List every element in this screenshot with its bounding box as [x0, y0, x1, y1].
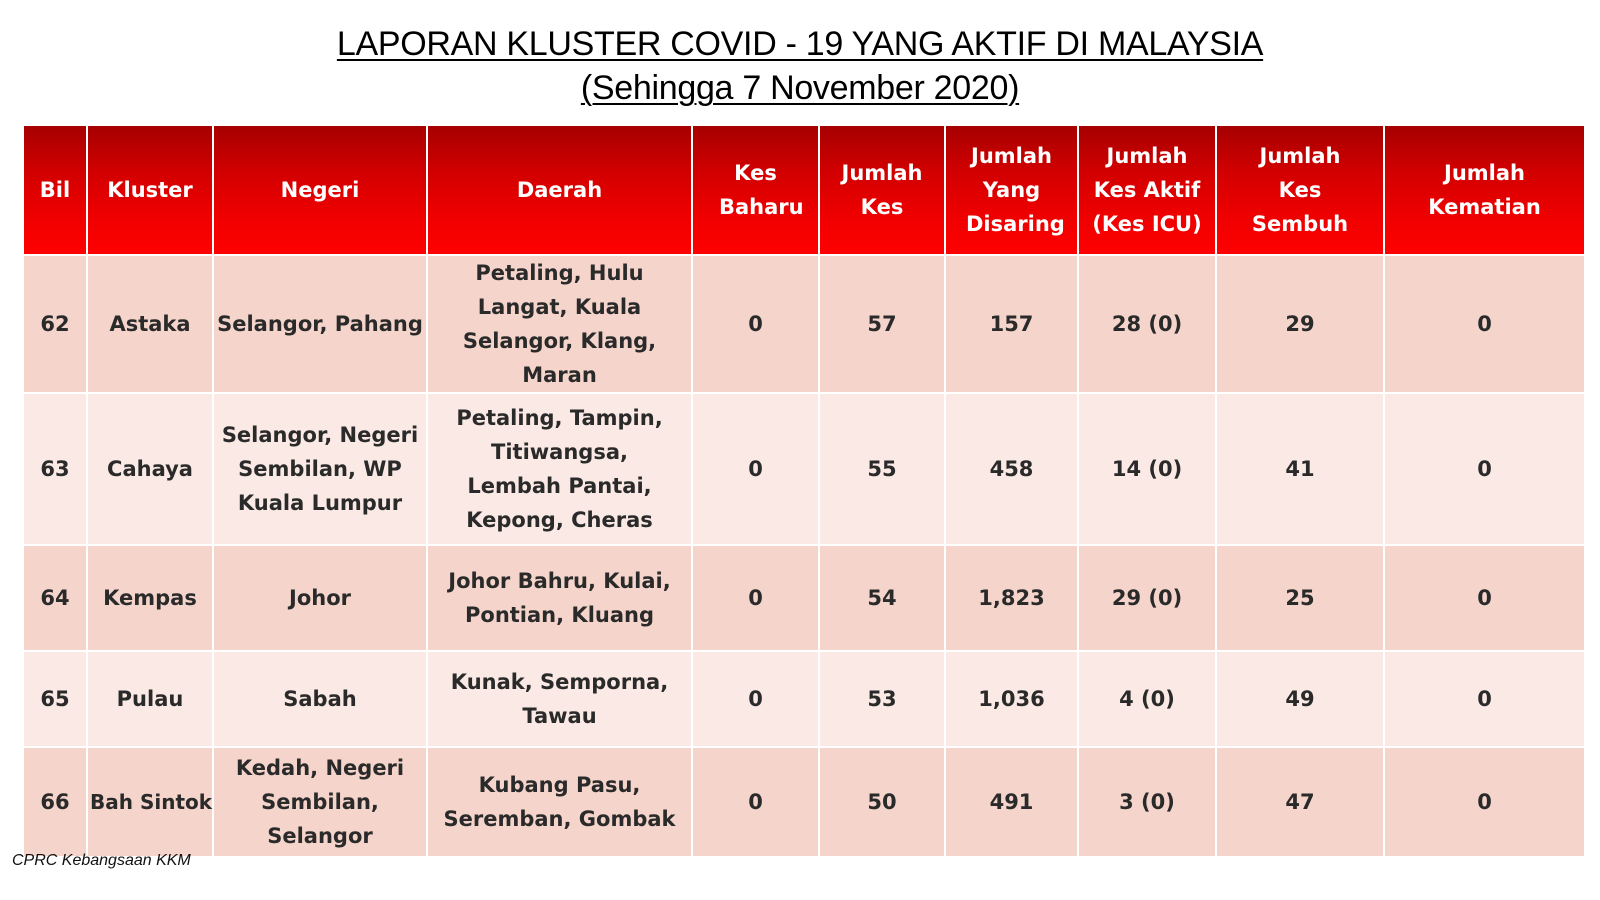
cell-kes-sembuh: 47 — [1216, 747, 1384, 857]
title-block — [0, 22, 1600, 110]
cell-jumlah-disaring: 157 — [945, 255, 1078, 393]
cell-bil: 65 — [23, 651, 87, 747]
cell-jumlah-kes: 55 — [819, 393, 945, 545]
cell-kes-aktif: 28 (0) — [1078, 255, 1216, 393]
cell-bil: 66 — [23, 747, 87, 857]
cell-kes-baharu: 0 — [692, 651, 819, 747]
header-kes-aktif: Jumlah Kes Aktif (Kes ICU) — [1078, 125, 1216, 255]
cell-jumlah-disaring: 1,823 — [945, 545, 1078, 651]
header-jumlah-disaring: Jumlah Yang Disaring — [945, 125, 1078, 255]
cell-daerah: Kubang Pasu, Seremban, Gombak — [427, 747, 692, 857]
cell-kes-baharu: 0 — [692, 393, 819, 545]
cell-jumlah-disaring: 491 — [945, 747, 1078, 857]
cell-jumlah-kes: 54 — [819, 545, 945, 651]
cell-daerah: Petaling, Hulu Langat, Kuala Selangor, Klang, Maran — [427, 255, 692, 393]
cell-daerah: Johor Bahru, Kulai, Pontian, Kluang — [427, 545, 692, 651]
cell-negeri: Kedah, Negeri Sembilan, Selangor — [213, 747, 427, 857]
header-kes-baharu: Kes Baharu — [692, 125, 819, 255]
header-negeri: Negeri — [213, 125, 427, 255]
header-kes-sembuh: Jumlah Kes Sembuh — [1216, 125, 1384, 255]
cell-kluster: Pulau — [87, 651, 213, 747]
cell-kluster: Astaka — [87, 255, 213, 393]
cell-kematian: 0 — [1384, 747, 1585, 857]
header-jumlah-kes: Jumlah Kes — [819, 125, 945, 255]
header-bil: Bil — [23, 125, 87, 255]
header-kematian: Jumlah Kematian — [1384, 125, 1585, 255]
cell-kes-baharu: 0 — [692, 545, 819, 651]
cell-kes-aktif: 14 (0) — [1078, 393, 1216, 545]
cell-kluster: Cahaya — [87, 393, 213, 545]
table-row — [23, 747, 1585, 857]
cell-kematian: 0 — [1384, 651, 1585, 747]
report-title: LAPORAN KLUSTER COVID - 19 YANG AKTIF DI MALAYSIA — [336, 25, 1264, 63]
table-row — [23, 255, 1585, 393]
cell-negeri: Sabah — [213, 651, 427, 747]
cell-kes-sembuh: 29 — [1216, 255, 1384, 393]
table-row — [23, 393, 1585, 545]
cell-bil: 64 — [23, 545, 87, 651]
cell-kematian: 0 — [1384, 255, 1585, 393]
table-row — [23, 651, 1585, 747]
cell-kes-sembuh: 49 — [1216, 651, 1384, 747]
cell-daerah: Petaling, Tampin, Titiwangsa, Lembah Pantai, Kepong, Cheras — [427, 393, 692, 545]
cell-jumlah-disaring: 458 — [945, 393, 1078, 545]
cell-negeri: Selangor, Pahang — [213, 255, 427, 393]
table-row — [23, 545, 1585, 651]
cell-bil: 63 — [23, 393, 87, 545]
cell-kes-baharu: 0 — [692, 747, 819, 857]
header-kluster: Kluster — [87, 125, 213, 255]
cell-kematian: 0 — [1384, 545, 1585, 651]
cell-jumlah-kes: 50 — [819, 747, 945, 857]
cell-kes-sembuh: 41 — [1216, 393, 1384, 545]
source-footer: CPRC Kebangsaan KKM — [12, 852, 191, 869]
cell-jumlah-kes: 53 — [819, 651, 945, 747]
cell-bil: 62 — [23, 255, 87, 393]
cell-negeri: Selangor, Negeri Sembilan, WP Kuala Lumpur — [213, 393, 427, 545]
header-daerah: Daerah — [427, 125, 692, 255]
cell-negeri: Johor — [213, 545, 427, 651]
cell-jumlah-disaring: 1,036 — [945, 651, 1078, 747]
cell-kes-baharu: 0 — [692, 255, 819, 393]
cell-daerah: Kunak, Semporna, Tawau — [427, 651, 692, 747]
header-row — [23, 125, 1585, 255]
cell-kes-aktif: 4 (0) — [1078, 651, 1216, 747]
cell-kematian: 0 — [1384, 393, 1585, 545]
report-date: (Sehingga 7 November 2020) — [580, 69, 1020, 107]
cell-kes-sembuh: 25 — [1216, 545, 1384, 651]
cell-kes-aktif: 3 (0) — [1078, 747, 1216, 857]
cell-kes-aktif: 29 (0) — [1078, 545, 1216, 651]
cell-kluster: Bah Sintok — [87, 747, 213, 857]
cell-kluster: Kempas — [87, 545, 213, 651]
cell-jumlah-kes: 57 — [819, 255, 945, 393]
cluster-table — [22, 124, 1586, 858]
